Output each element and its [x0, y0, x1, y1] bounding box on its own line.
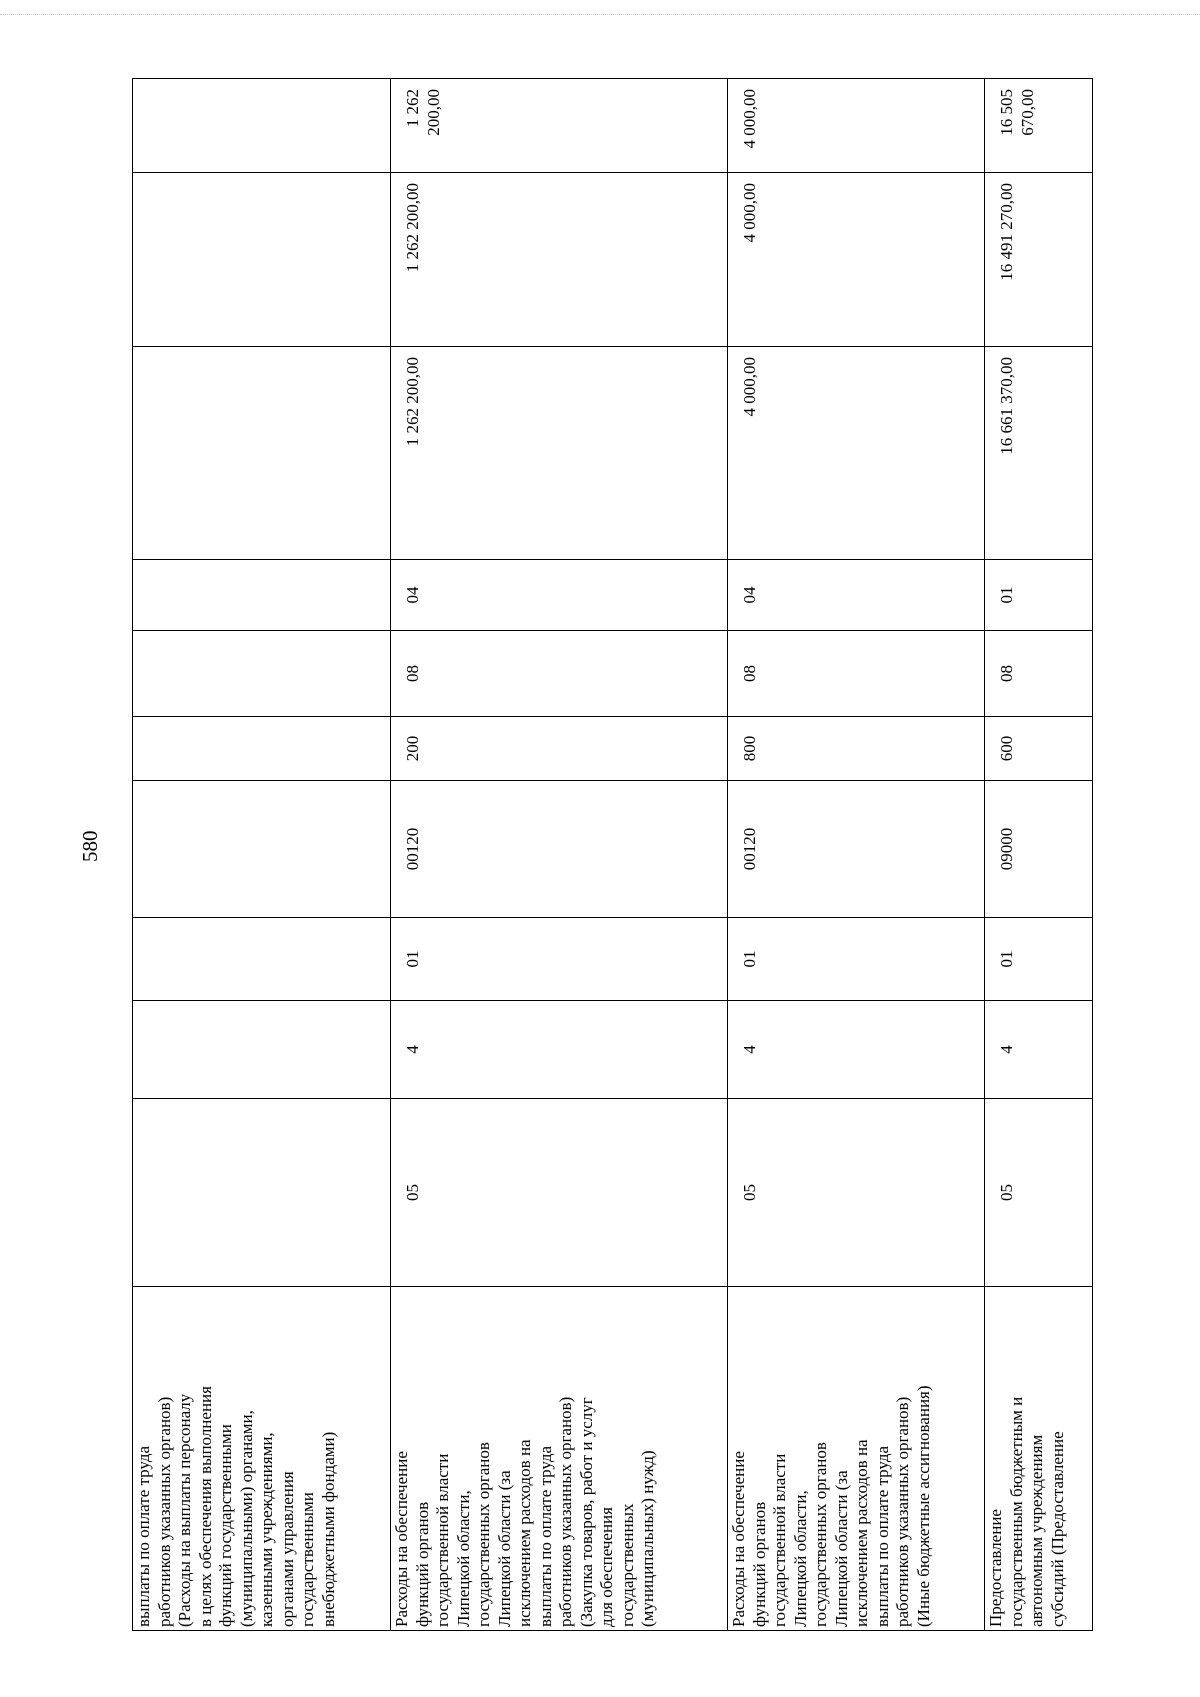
description-line: выплаты по оплате труда [535, 1445, 555, 1627]
program-code: 01 [391, 918, 728, 1001]
subchapter-code: 01 [985, 560, 1093, 631]
description-line: работников указанных органов) [893, 1396, 912, 1627]
subchapter-code [133, 560, 391, 631]
description-line: функций органов [749, 1501, 769, 1627]
table-row [985, 79, 1093, 1631]
expense-code: 00120 [728, 781, 985, 918]
type-code: 800 [728, 717, 985, 781]
row-description [133, 1287, 391, 1631]
chapter-code: 08 [728, 631, 985, 717]
description-line: субсидий (Предоставление [1047, 1431, 1067, 1627]
program-code: 01 [728, 918, 985, 1001]
program-code [133, 918, 391, 1001]
subchapter-code: 04 [728, 560, 985, 631]
description-line: государственными [298, 1492, 317, 1627]
description-line: Предоставление [986, 1509, 1005, 1627]
subsection-code [133, 1001, 391, 1099]
amount-year-3 [133, 79, 391, 173]
section-code: 05 [728, 1099, 985, 1287]
section-code: 05 [391, 1099, 728, 1287]
type-code: 200 [391, 717, 728, 781]
rotated-table-wrapper [132, 79, 1092, 1631]
subsection-code: 4 [391, 1001, 728, 1099]
chapter-code: 08 [391, 631, 728, 717]
chapter-code [133, 631, 391, 717]
description-line: государственной власти [770, 1453, 789, 1627]
amount-year-3: 1 262 200,00 [391, 79, 728, 173]
table-row [391, 79, 728, 1631]
description-line: государственных [617, 1503, 637, 1627]
description-line: государственных органов [474, 1442, 493, 1627]
description-line: (муниципальных) нужд) [638, 1450, 657, 1627]
row-description [728, 1287, 985, 1631]
description-line: государственным бюджетным и [1006, 1396, 1026, 1627]
description-line: Липецкой области, [453, 1490, 473, 1627]
description-line: в целях обеспечения выполнения [195, 1386, 215, 1627]
description-line: внебюджетными фондами) [318, 1431, 338, 1627]
section-code [133, 1099, 391, 1287]
description-line: функций органов [412, 1501, 432, 1627]
description-line: исключением расходов на [852, 1439, 871, 1627]
description-line: выплаты по оплате труда [134, 1445, 153, 1627]
description-line: Липецкой области (за [494, 1470, 514, 1627]
section-code: 05 [985, 1099, 1093, 1287]
type-code [133, 717, 391, 781]
amount-year-1: 1 262 200,00 [391, 347, 728, 560]
amount-year-3: 4 000,00 [728, 79, 985, 173]
description-line: выплаты по оплате труда [872, 1445, 892, 1627]
description-line: Липецкой области, [790, 1490, 810, 1627]
amount-year-3: 16 505 670,00 [985, 79, 1093, 173]
amount-year-2 [133, 173, 391, 347]
description-line: органами управления [277, 1471, 297, 1627]
description-line: Расходы на обеспечение [729, 1451, 748, 1627]
type-code: 600 [985, 717, 1093, 781]
description-line: функций государственными [216, 1424, 235, 1627]
description-line: (Закупка товаров, работ и услуг [576, 1397, 596, 1627]
amount-year-2: 1 262 200,00 [391, 173, 728, 347]
description-line: государственной власти [433, 1453, 452, 1627]
description-line: (Расходы на выплаты персоналу [175, 1393, 194, 1627]
amount-year-2: 16 491 270,00 [985, 173, 1093, 347]
amount-year-2: 4 000,00 [728, 173, 985, 347]
expense-code: 09000 [985, 781, 1093, 918]
amount-year-1: 4 000,00 [728, 347, 985, 560]
chapter-code: 08 [985, 631, 1093, 717]
description-line: автономным учреждениям [1027, 1434, 1046, 1627]
table-row [728, 79, 985, 1631]
page-number: 580 [78, 830, 102, 862]
row-description [985, 1287, 1093, 1631]
description-line: казенными учреждениями, [257, 1432, 276, 1627]
scan-top-edge [0, 14, 1200, 15]
budget-table [132, 78, 1093, 1631]
description-line: (Иные бюджетные ассигнования) [913, 1385, 933, 1627]
description-line: для обеспечения [597, 1507, 616, 1627]
expense-code: 00120 [391, 781, 728, 918]
description-line: работников указанных органов) [556, 1396, 575, 1627]
description-line: Расходы на обеспечение [392, 1451, 411, 1627]
expense-code [133, 781, 391, 918]
subsection-code: 4 [985, 1001, 1093, 1099]
description-line: исключением расходов на [515, 1439, 534, 1627]
program-code: 01 [985, 918, 1093, 1001]
subsection-code: 4 [728, 1001, 985, 1099]
description-line: (муниципальными) органами, [236, 1410, 256, 1627]
amount-year-1: 16 661 370,00 [985, 347, 1093, 560]
amount-year-1 [133, 347, 391, 560]
description-line: работников указанных органов) [154, 1396, 174, 1627]
table-row [133, 79, 391, 1631]
description-line: Липецкой области (за [831, 1470, 851, 1627]
description-line: государственных органов [811, 1442, 830, 1627]
row-description [391, 1287, 728, 1631]
subchapter-code: 04 [391, 560, 728, 631]
